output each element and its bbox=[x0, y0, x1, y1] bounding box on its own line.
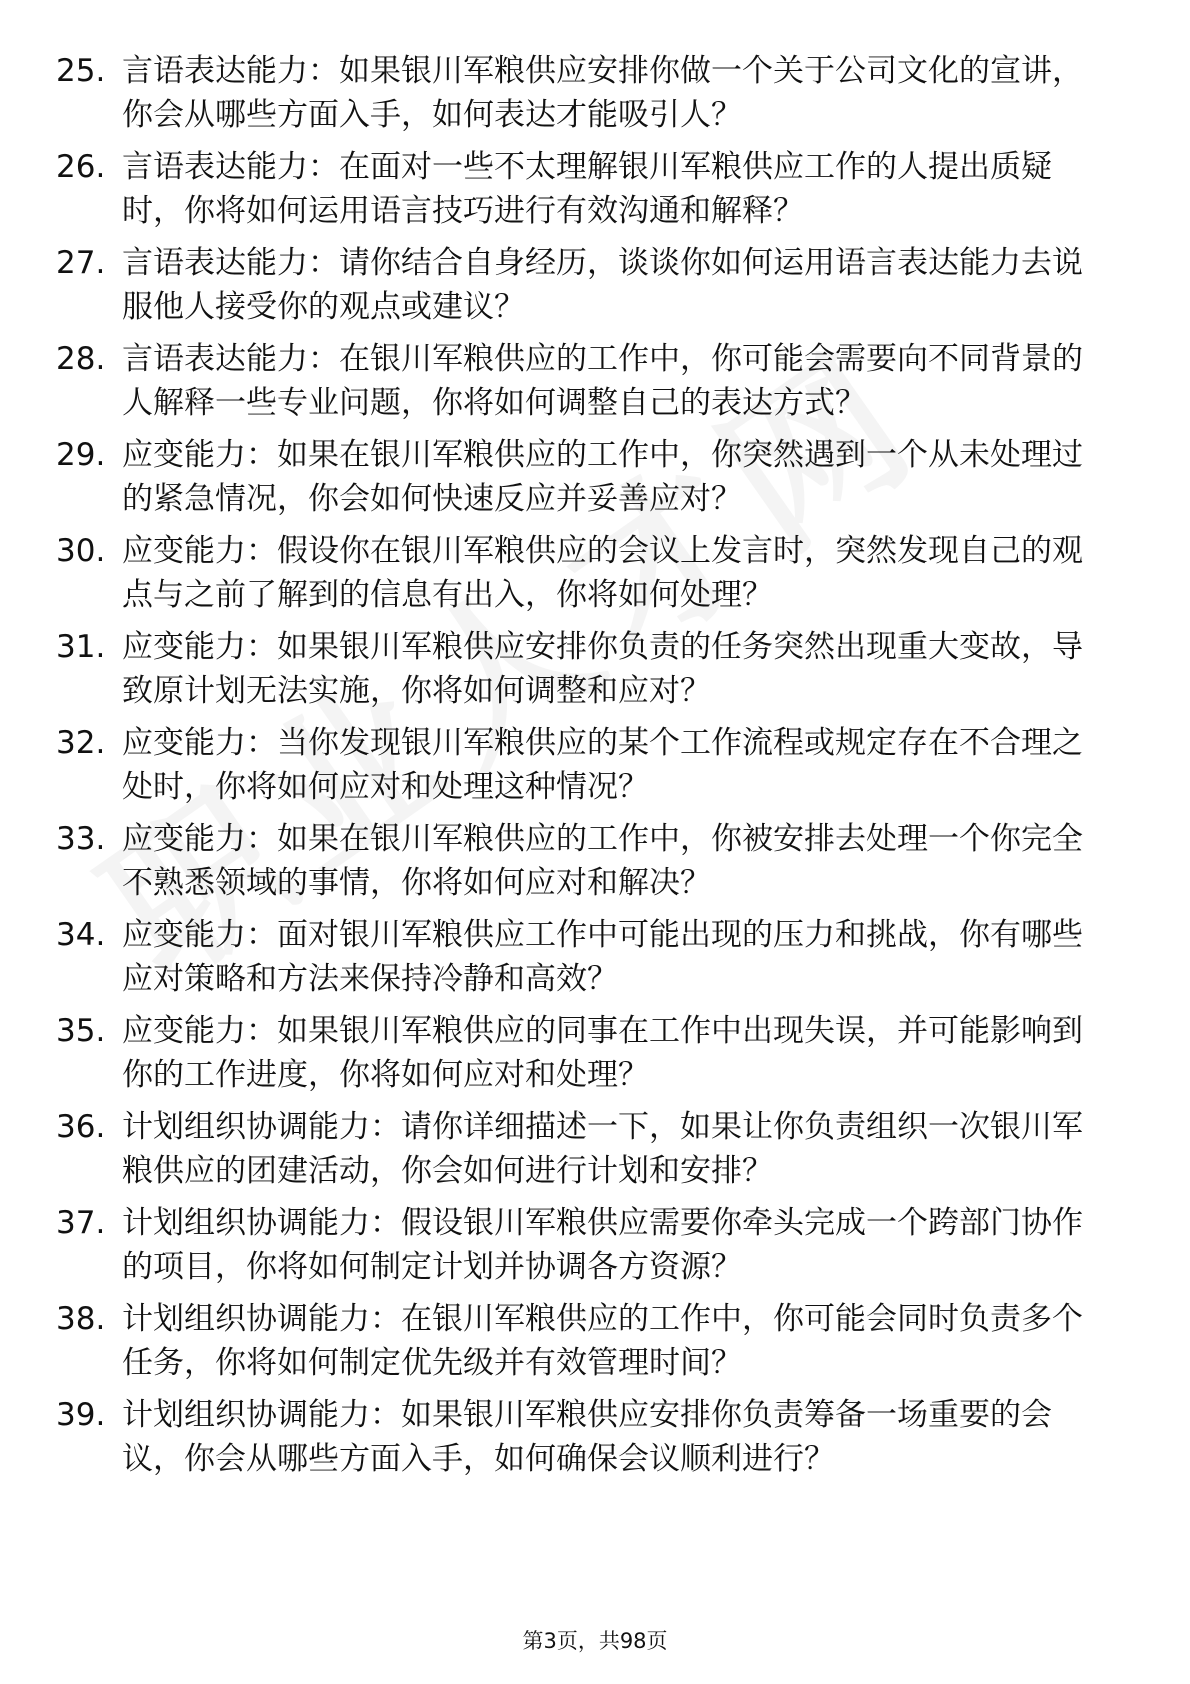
question-text: 应变能力：当你发现银川军粮供应的某个工作流程或规定存在不合理之处时，你将如何应对和处理这种情况？ bbox=[122, 725, 1083, 805]
question-list bbox=[56, 49, 1116, 1489]
question-text: 应变能力：如果银川军粮供应的同事在工作中出现失误，并可能影响到你的工作进度，你将如何应对和处理？ bbox=[122, 1013, 1083, 1093]
question-item bbox=[56, 625, 1116, 721]
question-number: 38. bbox=[56, 1301, 106, 1337]
question-number: 28. bbox=[56, 341, 106, 377]
question-item bbox=[56, 1009, 1116, 1105]
question-item bbox=[56, 1105, 1116, 1201]
question-number: 32. bbox=[56, 725, 106, 761]
question-number: 34. bbox=[56, 917, 106, 953]
question-number: 29. bbox=[56, 437, 106, 473]
question-text: 应变能力：假设你在银川军粮供应的会议上发言时，突然发现自己的观点与之前了解到的信息有出入，你将如何处理？ bbox=[122, 533, 1083, 613]
question-text: 计划组织协调能力：请你详细描述一下，如果让你负责组织一次银川军粮供应的团建活动，你会如何进行计划和安排？ bbox=[122, 1109, 1083, 1189]
question-item bbox=[56, 241, 1116, 337]
question-text: 计划组织协调能力：如果银川军粮供应安排你负责筹备一场重要的会议，你会从哪些方面入手，如何确保会议顺利进行？ bbox=[122, 1397, 1052, 1477]
question-number: 33. bbox=[56, 821, 106, 857]
question-item bbox=[56, 721, 1116, 817]
question-item bbox=[56, 1201, 1116, 1297]
question-text: 应变能力：如果银川军粮供应安排你负责的任务突然出现重大变故，导致原计划无法实施，你将如何调整和应对？ bbox=[122, 629, 1083, 709]
question-item bbox=[56, 913, 1116, 1009]
question-item bbox=[56, 817, 1116, 913]
question-number: 30. bbox=[56, 533, 106, 569]
question-text: 言语表达能力：如果银川军粮供应安排你做一个关于公司文化的宣讲，你会从哪些方面入手，如何表达才能吸引人？ bbox=[122, 53, 1083, 133]
question-item bbox=[56, 433, 1116, 529]
question-text: 计划组织协调能力：假设银川军粮供应需要你牵头完成一个跨部门协作的项目，你将如何制定计划并协调各方资源？ bbox=[122, 1205, 1083, 1285]
question-text: 应变能力：面对银川军粮供应工作中可能出现的压力和挑战，你有哪些应对策略和方法来保持冷静和高效？ bbox=[122, 917, 1083, 997]
question-text: 言语表达能力：请你结合自身经历，谈谈你如何运用语言表达能力去说服他人接受你的观点或建议？ bbox=[122, 245, 1083, 325]
question-item bbox=[56, 1297, 1116, 1393]
question-item bbox=[56, 145, 1116, 241]
question-number: 39. bbox=[56, 1397, 106, 1433]
question-number: 37. bbox=[56, 1205, 106, 1241]
question-item bbox=[56, 529, 1116, 625]
question-text: 应变能力：如果在银川军粮供应的工作中，你突然遇到一个从未处理过的紧急情况，你会如何快速反应并妥善应对？ bbox=[122, 437, 1083, 517]
question-item bbox=[56, 49, 1116, 145]
question-number: 27. bbox=[56, 245, 106, 281]
question-text: 言语表达能力：在面对一些不太理解银川军粮供应工作的人提出质疑时，你将如何运用语言技巧进行有效沟通和解释？ bbox=[122, 149, 1052, 229]
question-item bbox=[56, 337, 1116, 433]
question-text: 应变能力：如果在银川军粮供应的工作中，你被安排去处理一个你完全不熟悉领域的事情，你将如何应对和解决？ bbox=[122, 821, 1083, 901]
question-item bbox=[56, 1393, 1116, 1489]
question-number: 35. bbox=[56, 1013, 106, 1049]
question-text: 言语表达能力：在银川军粮供应的工作中，你可能会需要向不同背景的人解释一些专业问题，你将如何调整自己的表达方式？ bbox=[122, 341, 1083, 421]
question-text: 计划组织协调能力：在银川军粮供应的工作中，你可能会同时负责多个任务，你将如何制定优先级并有效管理时间？ bbox=[122, 1301, 1083, 1381]
question-number: 31. bbox=[56, 629, 106, 665]
question-number: 25. bbox=[56, 53, 106, 89]
question-number: 26. bbox=[56, 149, 106, 185]
question-number: 36. bbox=[56, 1109, 106, 1145]
page-footer: 第3页，共98页 bbox=[522, 1629, 668, 1653]
